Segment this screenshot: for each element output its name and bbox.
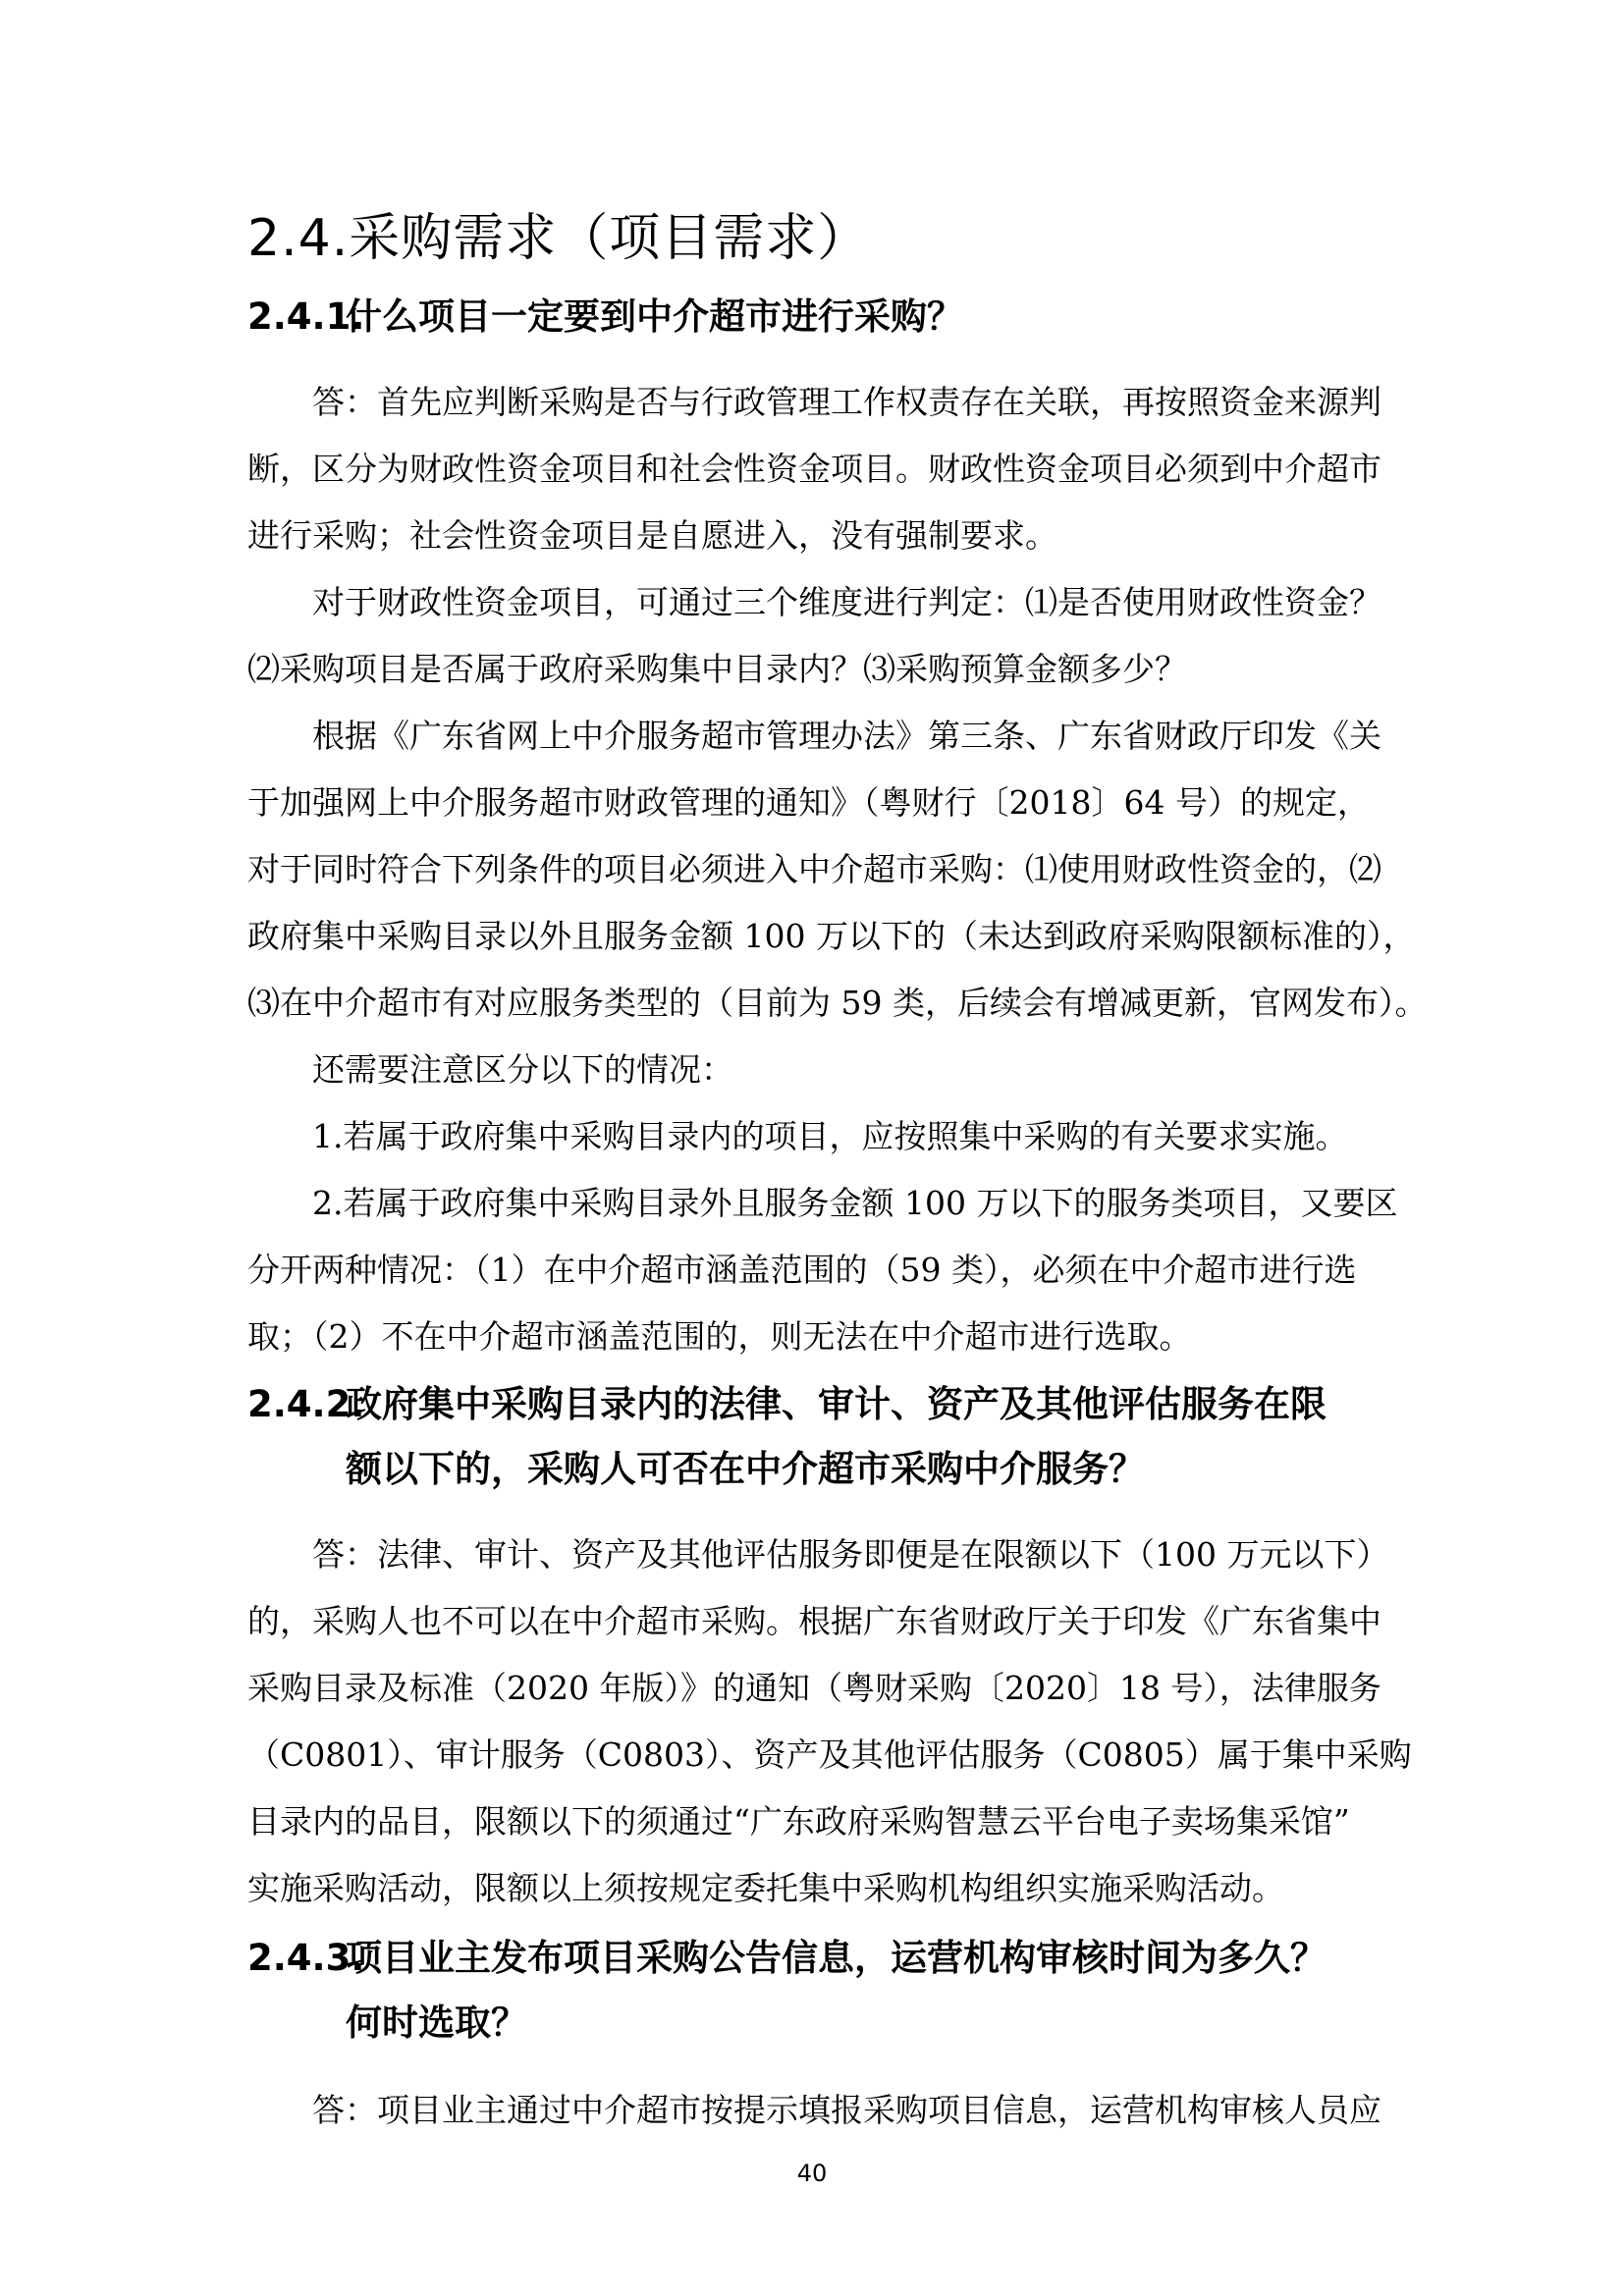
question-title-line1: 政府集中采购目录内的法律、审计、资产及其他评估服务在限 — [346, 1383, 1326, 1425]
text-line: 答：项目业主通过中介超市按提示填报采购项目信息，运营机构审核人员应 — [312, 2091, 1381, 2129]
question-title-line2: 额以下的，采购人可否在中介超市采购中介服务？ — [346, 1448, 1145, 1490]
question-number: 2.4.2. — [247, 1383, 365, 1425]
paragraph — [247, 1103, 1386, 1170]
paragraph — [247, 1170, 1398, 1370]
text-line: 还需要注意区分以下的情况： — [312, 1050, 733, 1089]
text-line: 答：首先应判断采购是否与行政管理工作权责存在关联，再按照资金来源判 — [312, 383, 1381, 421]
question-heading-2-4-2 — [247, 1372, 1386, 1502]
question-title-line1: 项目业主发布项目采购公告信息，运营机构审核时间为多久？ — [346, 1937, 1326, 1979]
answer-paragraph — [247, 2077, 1386, 2144]
question-title: 什么项目一定要到中介超市进行采购？ — [346, 295, 963, 338]
text-line: 取；（2）不在中介超市涵盖范围的，则无法在中介超市进行选取。 — [247, 1317, 1192, 1356]
paragraph — [247, 569, 1386, 703]
question-heading-2-4-1 — [247, 285, 1386, 349]
text-line: ⑶在中介超市有对应服务类型的（目前为 59 类，后续会有增减更新，官网发布）。 — [247, 984, 1428, 1022]
answer-paragraph — [247, 369, 1386, 569]
text-line: 断，区分为财政性资金项目和社会性资金项目。财政性资金项目必须到中介超市 — [247, 450, 1381, 488]
text-line: 根据《广东省网上中介服务超市管理办法》第三条、广东省财政厅印发《关 — [312, 717, 1381, 755]
text-line: 实施采购活动，限额以上须按规定委托集中采购机构组织实施采购活动。 — [247, 1869, 1284, 1907]
text-line: 2.若属于政府集中采购目录外且服务金额 100 万以下的服务类项目，又要区 — [312, 1184, 1398, 1222]
text-line: 政府集中采购目录以外且服务金额 100 万以下的（未达到政府采购限额标准的）， — [247, 917, 1416, 955]
text-line: 的，采购人也不可以在中介超市采购。根据广东省财政厅关于印发《广东省集中 — [247, 1602, 1381, 1640]
text-line: 答：法律、审计、资产及其他评估服务即便是在限额以下（100 万元以下） — [312, 1535, 1389, 1574]
text-line: 目录内的品目，限额以下的须通过“广东政府采购智慧云平台电子卖场集采馆” — [247, 1802, 1350, 1841]
text-line: 进行采购；社会性资金项目是自愿进入，没有强制要求。 — [247, 516, 1057, 555]
text-line: 对于同时符合下列条件的项目必须进入中介超市采购：⑴使用财政性资金的，⑵ — [247, 850, 1381, 888]
text-line: ⑵采购项目是否属于政府采购集中目录内？⑶采购预算金额多少？ — [247, 650, 1187, 688]
text-line: 分开两种情况：（1）在中介超市涵盖范围的（59 类），必须在中介超市进行选 — [247, 1251, 1357, 1289]
question-heading-2-4-3 — [247, 1926, 1386, 2056]
text-line: 采购目录及标准（2020 年版）》的通知（粤财采购〔2020〕18 号），法律服务 — [247, 1669, 1381, 1707]
text-line: （C0801）、审计服务（C0803）、资产及其他评估服务（C0805）属于集中采购 — [247, 1735, 1412, 1774]
text-line: 于加强网上中介服务超市财政管理的通知》（粤财行〔2018〕64 号）的规定， — [247, 783, 1370, 822]
text-line: 对于财政性资金项目，可通过三个维度进行判定：⑴是否使用财政性资金？ — [312, 583, 1381, 621]
text-line: 1.若属于政府集中采购目录内的项目，应按照集中采购的有关要求实施。 — [312, 1117, 1348, 1155]
paragraph — [247, 703, 1428, 1037]
page-number: 40 — [796, 2160, 828, 2187]
answer-paragraph — [247, 1522, 1412, 1922]
question-number: 2.4.3. — [247, 1937, 365, 1979]
question-title-line2: 何时选取？ — [346, 2002, 527, 2044]
paragraph — [247, 1037, 1386, 1103]
question-number: 2.4.1. — [247, 295, 365, 338]
section-heading: 2.4.采购需求（项目需求） — [247, 209, 870, 268]
